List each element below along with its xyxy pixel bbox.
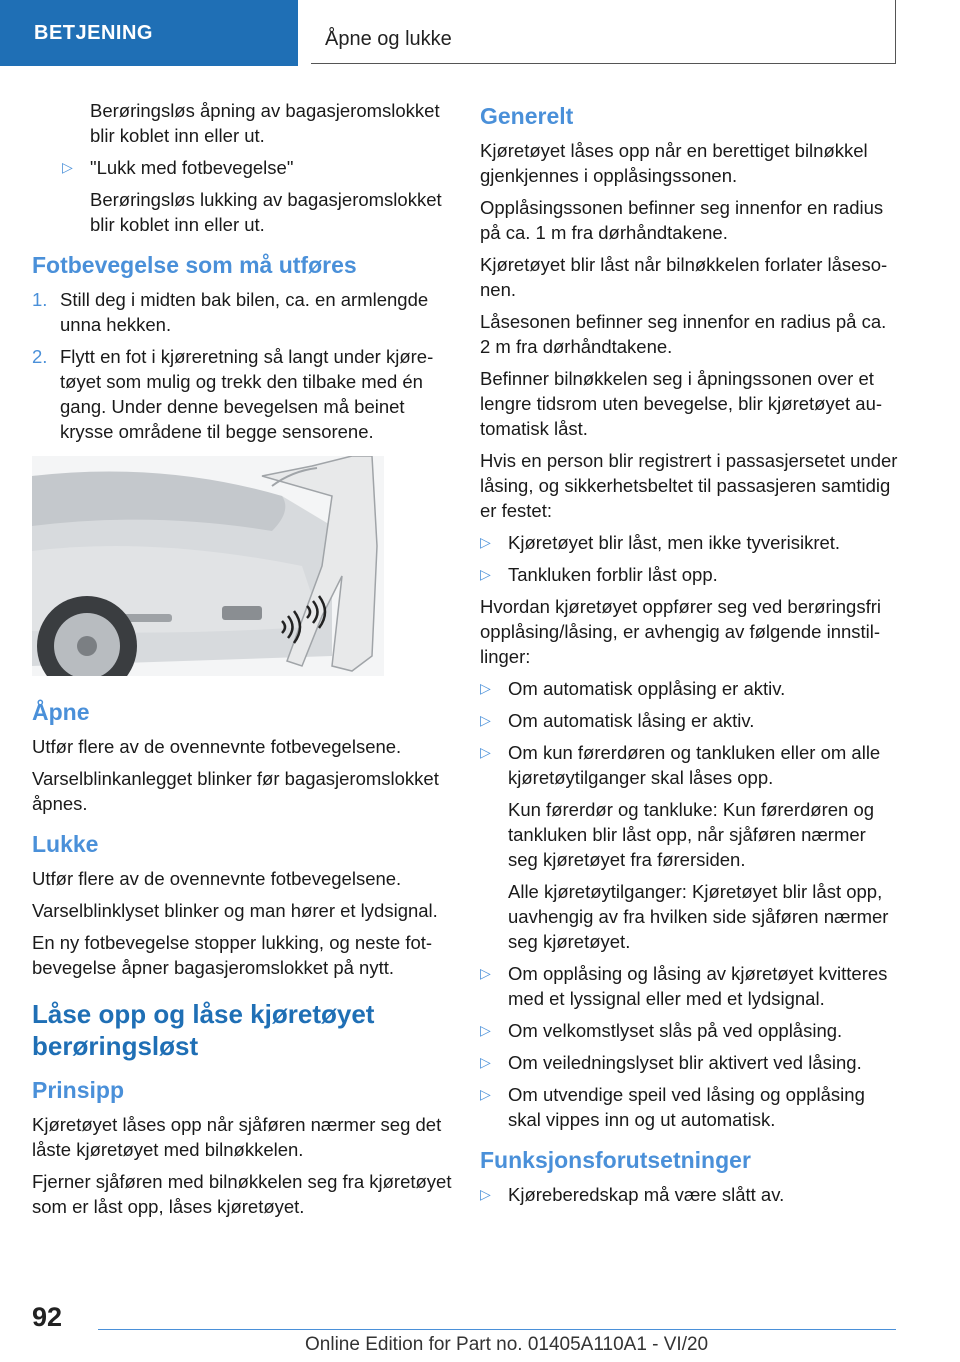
list-item [32,155,452,180]
triangle-bullet-icon: ▷ [480,1086,491,1102]
page-header [0,0,960,66]
triangle-bullet-icon: ▷ [480,744,491,760]
heading-general: Generelt [480,103,574,129]
list-item-text: Om veiledningslyset blir aktivert ved låsing. [508,1052,862,1073]
paragraph: Fjerner sjåføren med bilnøkkelen seg fra kjøretøyet som er låst opp, låses kjøretøyet. [32,1171,452,1217]
list-item [480,1050,898,1075]
heading-principle: Prinsipp [32,1077,125,1103]
list-item-text: Kjøreberedskap må være slått av. [508,1184,785,1205]
heading-foot-movement: Fotbevegelse som må utføres [32,252,357,278]
list-item-text: Om automatisk opplåsing er aktiv. [508,678,786,699]
paragraph: Befinner bilnøkkelen seg i åpningssonen over et lengre tidsrom uten bevegelse, blir kjøretøyet automatisk låst. [480,368,883,439]
triangle-bullet-icon: ▷ [480,534,491,550]
triangle-bullet-icon: ▷ [480,566,491,582]
list-item [480,530,898,555]
list-item [480,676,898,701]
step-text: Flytt en fot i kjøreretning så langt under kjøretøyet som mulig og trekk den tilbake med én gang. Under denne bevegelsen må beinet krysse områdene til begge sensorene. [60,346,434,442]
list-item [480,1182,898,1207]
paragraph: Låsesonen befinner seg innenfor en radius på ca. 2 m fra dørhåndtakene. [480,311,887,357]
edition-footer: Online Edition for Part no. 01405A110A1 - VI/20 [305,1334,709,1355]
paragraph: Utfør flere av de ovennevnte fotbevegelsene. [32,868,402,889]
triangle-bullet-icon: ▷ [480,1186,491,1202]
step-number: 2. [32,346,48,367]
step-number: 1. [32,289,48,310]
page-number: 92 [32,1302,63,1332]
paragraph: Kjøretøyet låses opp når sjåføren nærmer seg det låste kjøretøyet med bilnøkkelen. [32,1114,442,1160]
heading-close: Lukke [32,831,99,857]
list-item-text: Om utvendige speil ved låsing og opplåsing skal vippes inn og ut automatisk. [508,1084,865,1130]
list-item-text: "Lukk med fotbevegelse" [90,157,294,178]
chapter-title-box [311,0,896,64]
list-item-text: Tankluken forblir låst opp. [508,564,718,585]
section-tab: BETJENING [0,0,298,66]
heading-function-requirements: Funksjonsforutsetninger [480,1147,751,1173]
chapter-title: Åpne og lukke [325,28,452,50]
illustration-foot-gesture [32,456,384,676]
heading-open: Åpne [32,699,90,725]
list-item [480,961,898,1011]
sub-paragraph: Alle kjøretøytilganger: Kjøretøyet blir låst opp, uavhengig av fra hvilken side sjåføren nærmer seg kjøretøyet. [508,881,889,952]
left-column [32,98,452,1226]
list-item-text: Om kun førerdøren og tankluken eller om alle kjøretøytilganger skal låses opp. [508,742,881,788]
list-item-text: Kjøretøyet blir låst, men ikke tyverisikret. [508,532,841,553]
paragraph: Hvordan kjøretøyet oppfører seg ved berøringsfri opplåsing/låsing, er avhengig av følgende innstillinger: [480,596,881,667]
footer-divider [98,1329,896,1330]
list-item [480,740,898,790]
continued-paragraph: Berøringsløs åpning av bagasjeromslokket blir koblet inn eller ut. [90,100,440,146]
triangle-bullet-icon: ▷ [480,965,491,981]
paragraph: Varselblinklyset blinker og man hører et lydsignal. [32,900,438,921]
list-item-text: Om automatisk låsing er aktiv. [508,710,755,731]
list-item [480,562,898,587]
sub-paragraph: Kun førerdør og tankluke: Kun førerdøren og tankluken blir låst opp, når sjåføren nærmer seg kjøretøyet fra førersiden. [508,799,875,870]
triangle-bullet-icon: ▷ [480,1054,491,1070]
paragraph: Varselblinkanlegget blinker før bagasjeromslokket åpnes. [32,768,439,814]
paragraph: Kjøretøyet blir låst når bilnøkkelen forlater låsesonen. [480,254,888,300]
heading-lock-unlock: Låse opp og låse kjøretøyet berøringsløst [32,999,375,1061]
step-text: Still deg i midten bak bilen, ca. en armlengde unna hekken. [60,289,429,335]
paragraph: Opplåsingssonen befinner seg innenfor en radius på ca. 1 m fra dørhåndtakene. [480,197,884,243]
triangle-bullet-icon: ▷ [62,159,73,175]
list-item-description: Berøringsløs lukking av bagasjeromslokket blir koblet inn eller ut. [90,189,442,235]
paragraph: En ny fotbevegelse stopper lukking, og neste fotbevegelse åpner bagasjeromslokket på nytt. [32,932,433,978]
list-item-text: Om velkomstlyset slås på ved opplåsing. [508,1020,843,1041]
right-column [480,98,898,1214]
triangle-bullet-icon: ▷ [480,1022,491,1038]
list-item [480,1082,898,1132]
paragraph: Kjøretøyet låses opp når en berettiget bilnøkkel gjenkjennes i opplåsingssonen. [480,140,868,186]
list-item [480,708,898,733]
list-item [480,1018,898,1043]
step-item [32,287,452,337]
paragraph: Utfør flere av de ovennevnte fotbevegelsene. [32,736,402,757]
step-item [32,344,452,444]
paragraph: Hvis en person blir registrert i passasjersetet under låsing, og sikkerhetsbeltet til passasjeren samtidig er festet: [480,450,898,521]
car-rear-illustration [32,456,384,676]
triangle-bullet-icon: ▷ [480,680,491,696]
list-item-text: Om opplåsing og låsing av kjøretøyet kvitteres med et lyssignal eller med et lydsignal. [508,963,888,1009]
triangle-bullet-icon: ▷ [480,712,491,728]
